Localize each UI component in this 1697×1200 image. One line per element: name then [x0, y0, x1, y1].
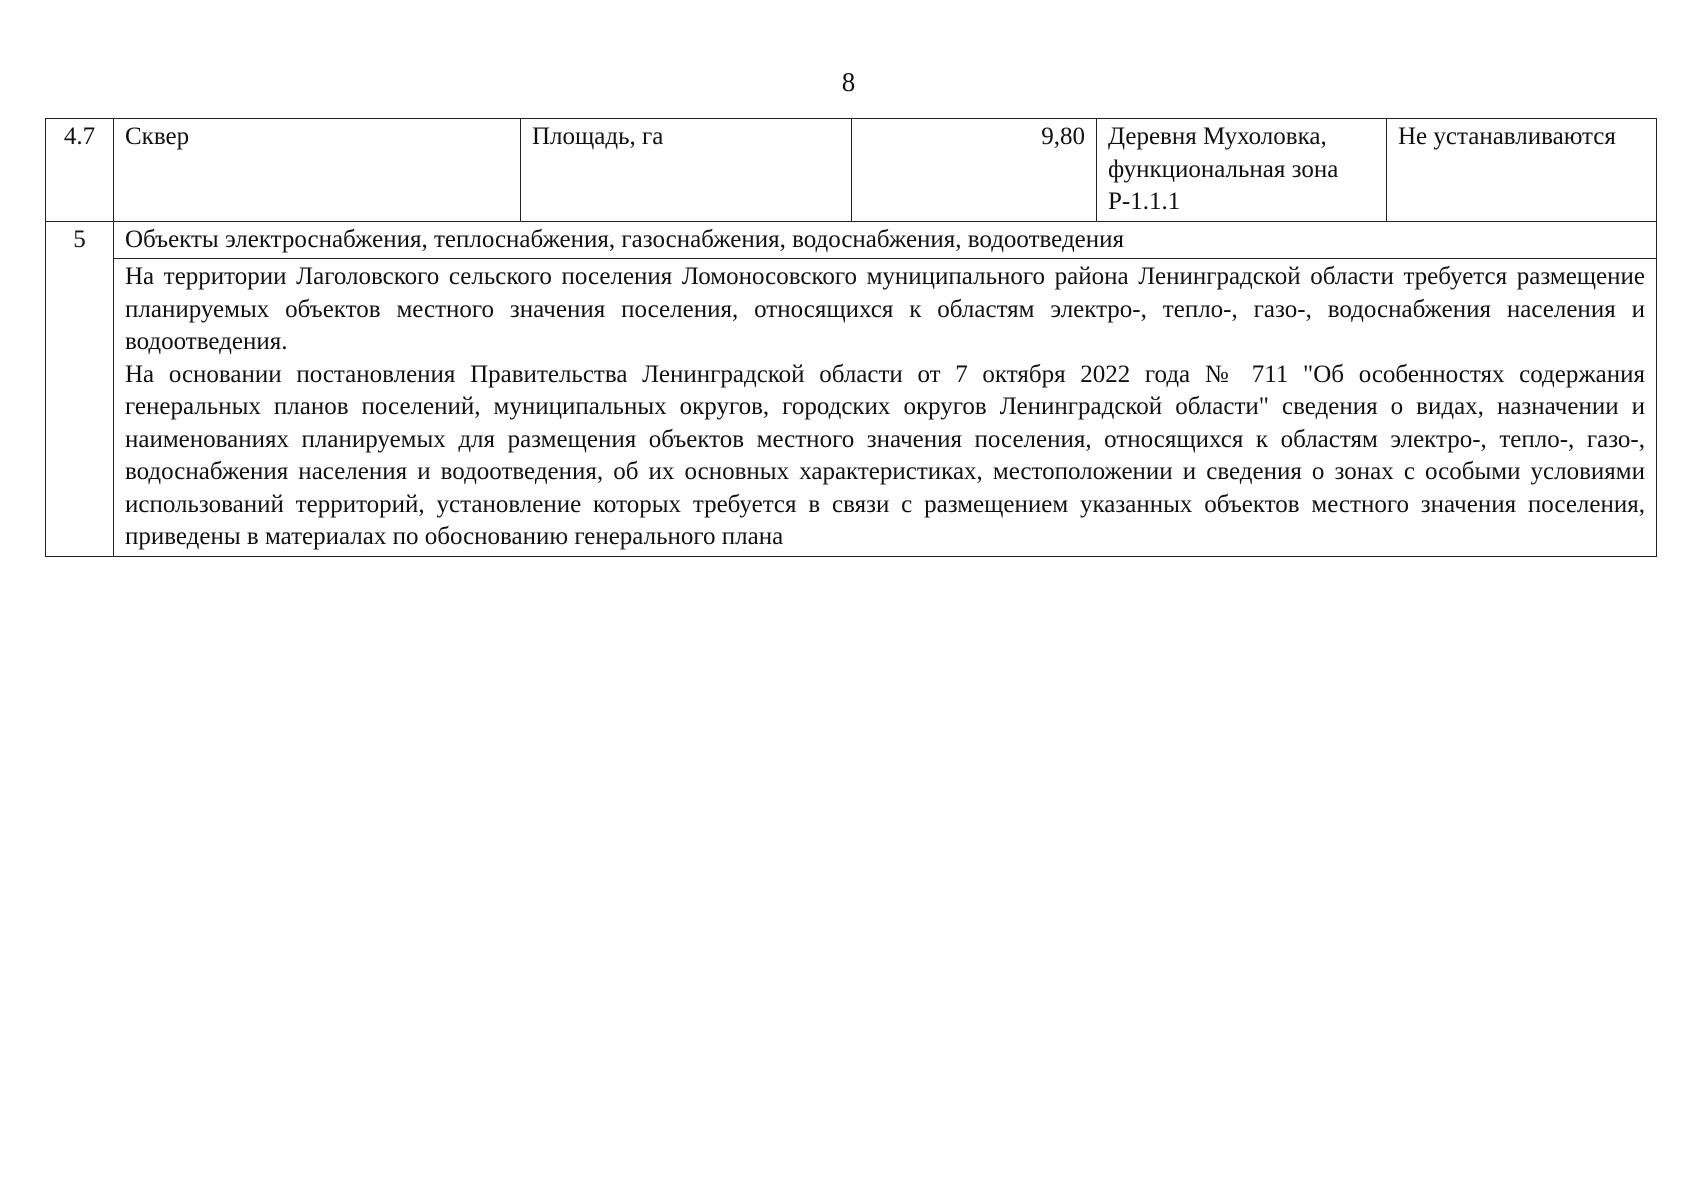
table-row-5-body [46, 259, 1657, 557]
section-text-cell [114, 259, 1657, 557]
value-cell: 9,80 [852, 119, 1097, 222]
table-row-4-7 [46, 119, 1657, 222]
page-number: 8 [841, 67, 856, 97]
zones-cell: Не устанавливаются [1387, 119, 1657, 222]
indicator-cell: Площадь, га [521, 119, 852, 222]
row-number: 4.7 [46, 119, 114, 222]
row-number: 5 [46, 221, 114, 556]
section-heading-cell: Объекты электроснабжения, теплоснабжения, газоснабжения, водоснабжения, водоотведения [114, 221, 1657, 259]
object-name-cell: Сквер [114, 119, 521, 222]
table-row-5-heading [46, 221, 1657, 259]
location-cell: Деревня Мухоловка, функциональная зона Р-1.1.1 [1097, 119, 1387, 222]
paragraph-2: На основании постановления Правительства Ленинградской области от 7 октября 2022 года № 711 "Об особенностях содержания генеральных планов поселений, муниципальных округов, городских округов Ленинградской области" сведения о видах, назначении и наименованиях планируемых для размещения объектов местного значения поселения, относящихся к областям электро-, тепло-, газо-, водоснабжения населения и водоотведения, об их основных характеристиках, местоположении и сведения о зонах с особыми условиями использований территорий, установление которых требуется в связи с размещением указанных объектов местного значения поселения, приведены в материалах по обоснованию генерального плана [125, 360, 1645, 550]
planned-objects-table [45, 118, 1657, 557]
paragraph-1: На территории Лаголовского сельского поселения Ломоносовского муниципального района Ленинградской области требуется размещение планируемых объектов местного значения поселения, относящихся к областям электро-, тепло-, газо-, водоснабжения населения и водоотведения. [125, 263, 1645, 355]
